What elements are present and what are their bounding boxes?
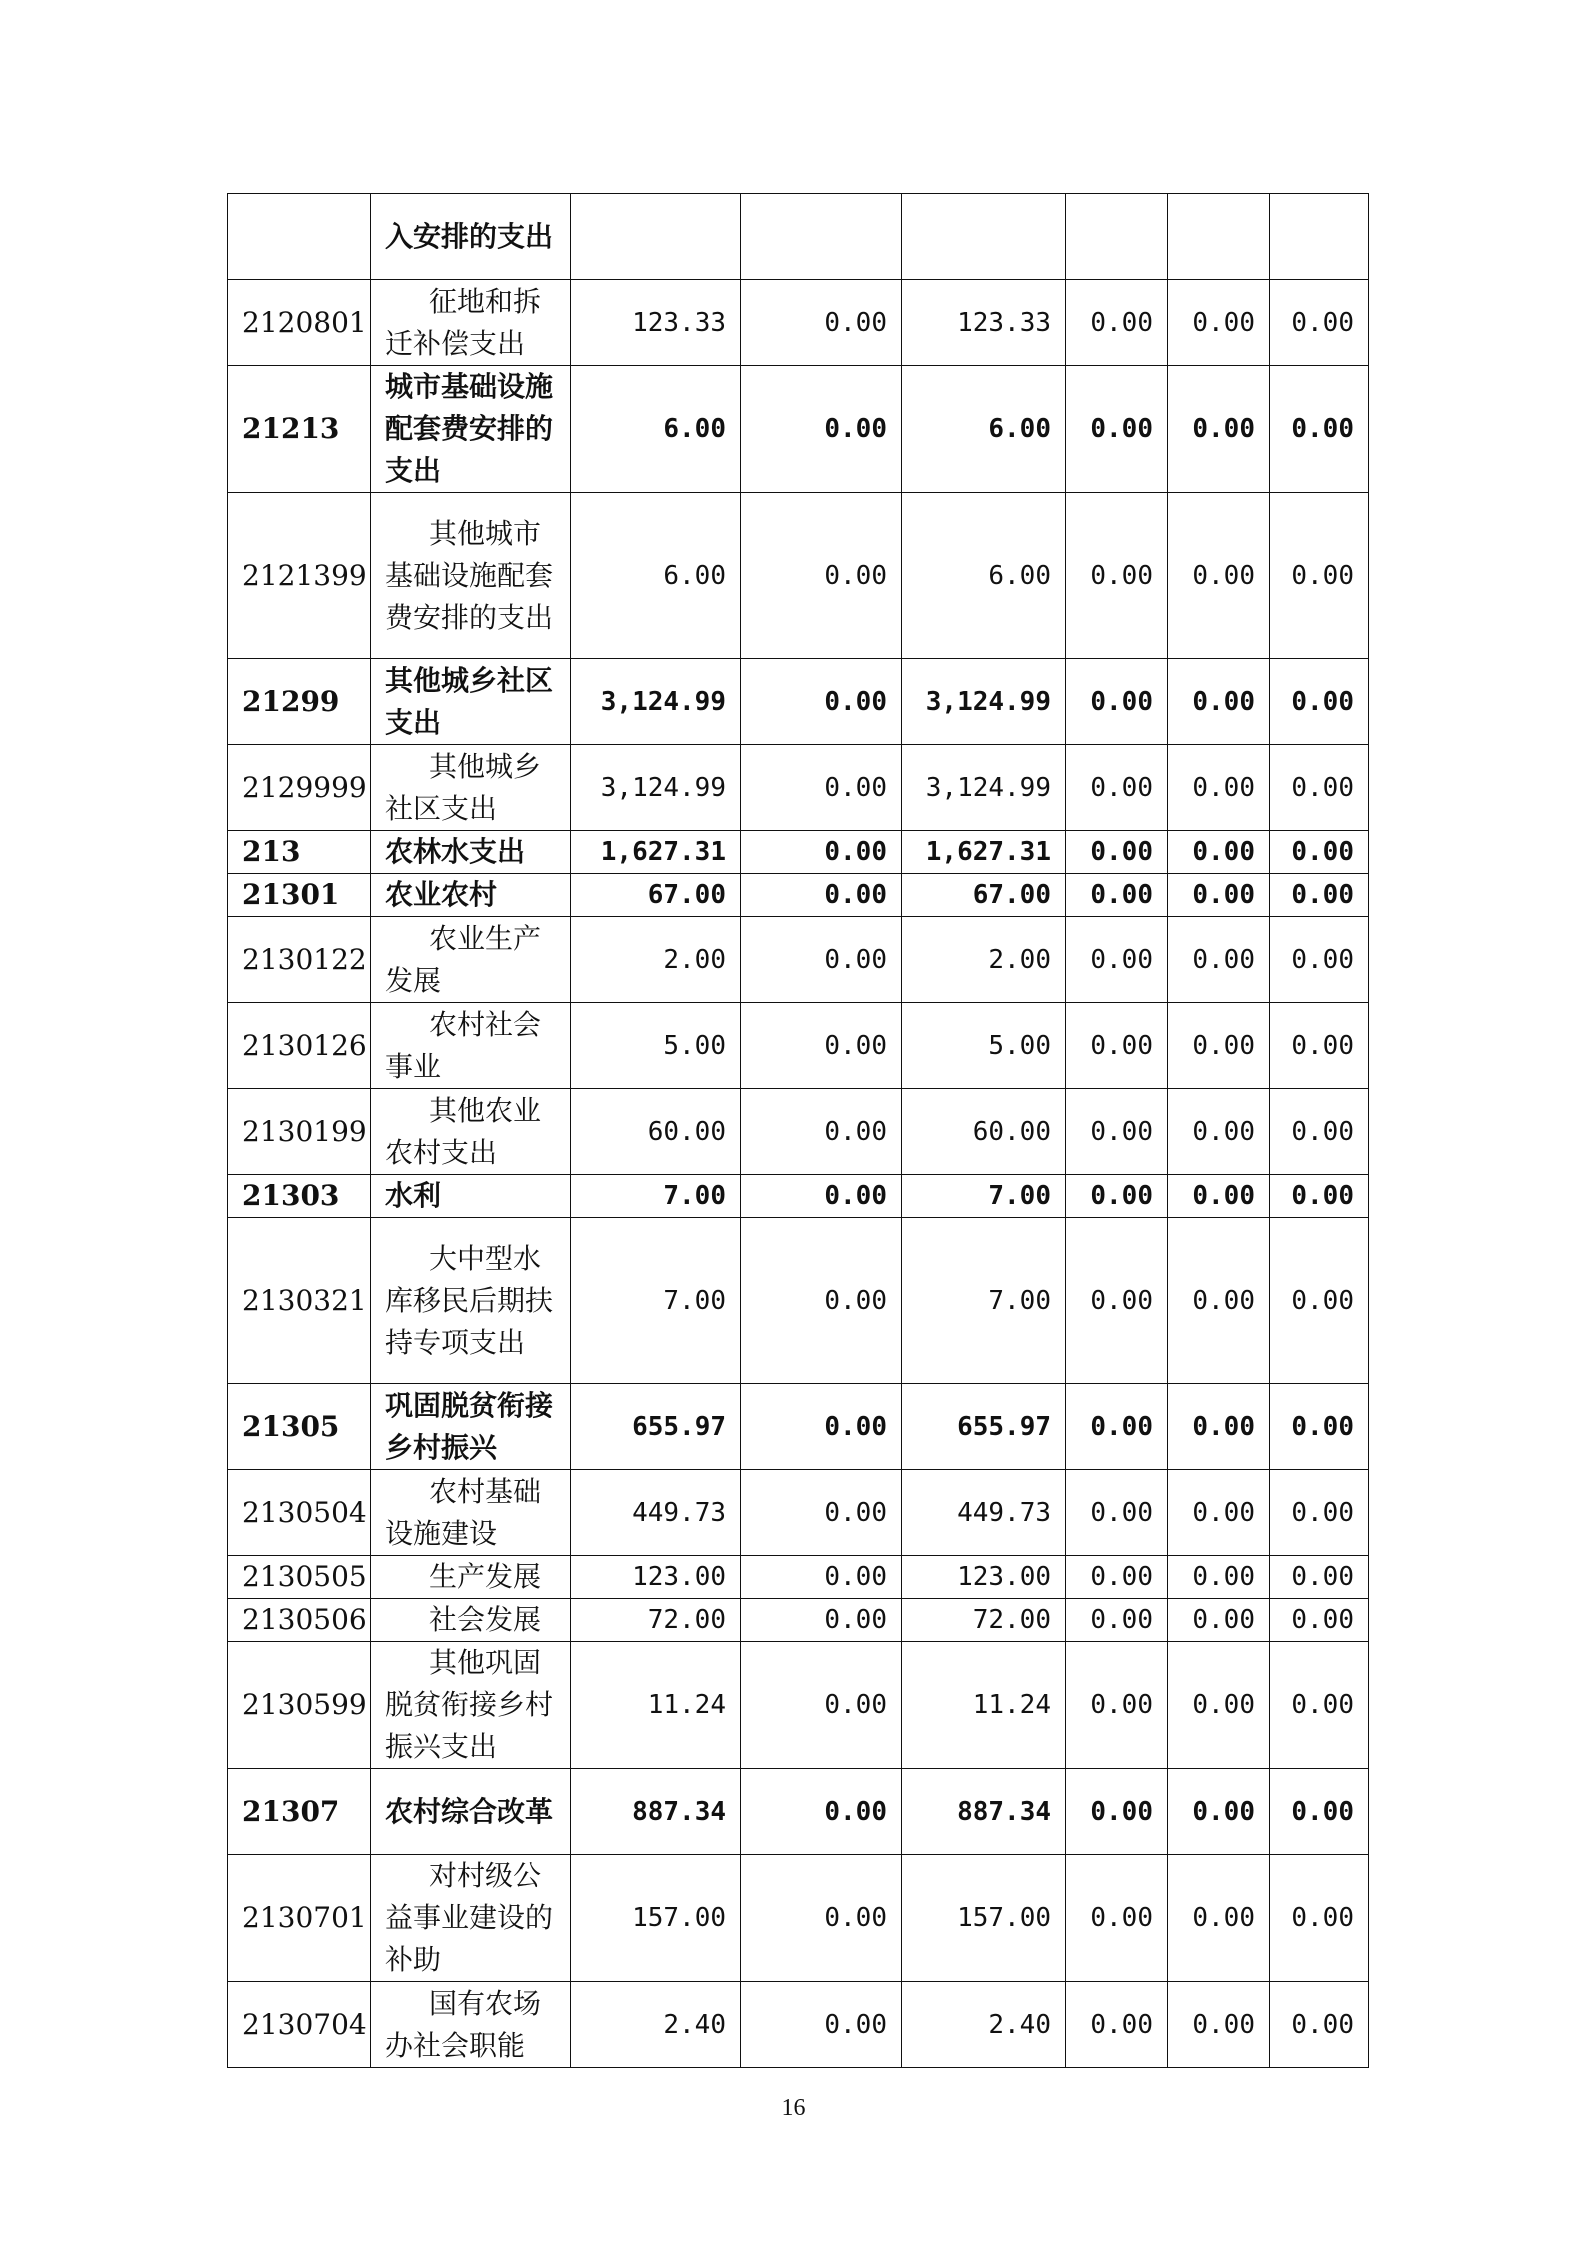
table-row <box>228 1642 1369 1769</box>
row-value-3: 11.24 <box>902 1642 1066 1769</box>
row-value-4: 0.00 <box>1066 745 1168 831</box>
row-value-6: 0.00 <box>1270 1599 1369 1642</box>
row-value-6: 0.00 <box>1270 1089 1369 1175</box>
row-code: 2130599 <box>228 1642 371 1769</box>
row-code: 2130701 <box>228 1855 371 1982</box>
row-value-2: 0.00 <box>741 366 902 493</box>
row-name: 城市基础设施配套费安排的支出 <box>371 366 571 493</box>
row-value-2 <box>741 194 902 280</box>
row-value-3: 7.00 <box>902 1175 1066 1218</box>
row-value-3: 60.00 <box>902 1089 1066 1175</box>
row-name: 入安排的支出 <box>371 194 571 280</box>
row-value-2: 0.00 <box>741 1175 902 1218</box>
table-row <box>228 831 1369 874</box>
row-value-4: 0.00 <box>1066 1855 1168 1982</box>
row-code: 21305 <box>228 1384 371 1470</box>
row-value-2: 0.00 <box>741 1556 902 1599</box>
row-value-total: 3,124.99 <box>571 659 741 745</box>
row-code: 2120801 <box>228 280 371 366</box>
table-row <box>228 874 1369 917</box>
row-code: 2130504 <box>228 1470 371 1556</box>
row-value-5: 0.00 <box>1168 1175 1270 1218</box>
row-name: 其他城乡社区支出 <box>371 659 571 745</box>
row-value-5: 0.00 <box>1168 1599 1270 1642</box>
row-name: 社会发展 <box>371 1599 571 1642</box>
row-value-5: 0.00 <box>1168 1218 1270 1384</box>
row-value-4 <box>1066 194 1168 280</box>
row-value-4: 0.00 <box>1066 280 1168 366</box>
row-value-6: 0.00 <box>1270 1769 1369 1855</box>
row-value-5: 0.00 <box>1168 745 1270 831</box>
row-value-6: 0.00 <box>1270 1470 1369 1556</box>
row-value-4: 0.00 <box>1066 1470 1168 1556</box>
row-value-4: 0.00 <box>1066 1384 1168 1470</box>
row-name: 对村级公益事业建设的补助 <box>371 1855 571 1982</box>
row-name: 征地和拆迁补偿支出 <box>371 280 571 366</box>
row-name: 其他城市基础设施配套费安排的支出 <box>371 493 571 659</box>
row-name: 农村综合改革 <box>371 1769 571 1855</box>
row-value-3: 72.00 <box>902 1599 1066 1642</box>
row-value-2: 0.00 <box>741 1089 902 1175</box>
row-name: 农业生产发展 <box>371 917 571 1003</box>
row-value-6: 0.00 <box>1270 493 1369 659</box>
row-value-6: 0.00 <box>1270 745 1369 831</box>
row-name: 其他巩固脱贫衔接乡村振兴支出 <box>371 1642 571 1769</box>
row-value-6: 0.00 <box>1270 874 1369 917</box>
row-value-total: 2.00 <box>571 917 741 1003</box>
row-value-4: 0.00 <box>1066 1556 1168 1599</box>
row-value-total: 2.40 <box>571 1982 741 2068</box>
table-row <box>228 1769 1369 1855</box>
row-name: 农林水支出 <box>371 831 571 874</box>
row-code: 2130506 <box>228 1599 371 1642</box>
row-value-2: 0.00 <box>741 1769 902 1855</box>
row-value-total: 5.00 <box>571 1003 741 1089</box>
row-value-2: 0.00 <box>741 1470 902 1556</box>
row-value-4: 0.00 <box>1066 493 1168 659</box>
row-value-2: 0.00 <box>741 917 902 1003</box>
table-row <box>228 1218 1369 1384</box>
row-code: 2130126 <box>228 1003 371 1089</box>
row-value-total: 655.97 <box>571 1384 741 1470</box>
row-code: 21303 <box>228 1175 371 1218</box>
row-value-6: 0.00 <box>1270 1384 1369 1470</box>
row-code: 2130122 <box>228 917 371 1003</box>
row-value-4: 0.00 <box>1066 366 1168 493</box>
row-value-total: 7.00 <box>571 1218 741 1384</box>
row-value-total: 887.34 <box>571 1769 741 1855</box>
row-value-3: 1,627.31 <box>902 831 1066 874</box>
row-value-4: 0.00 <box>1066 874 1168 917</box>
row-value-2: 0.00 <box>741 831 902 874</box>
row-value-2: 0.00 <box>741 1982 902 2068</box>
row-value-total: 11.24 <box>571 1642 741 1769</box>
row-code: 21301 <box>228 874 371 917</box>
row-value-5: 0.00 <box>1168 1470 1270 1556</box>
row-name: 其他城乡社区支出 <box>371 745 571 831</box>
row-value-2: 0.00 <box>741 1218 902 1384</box>
row-code: 2130505 <box>228 1556 371 1599</box>
row-code: 2130199 <box>228 1089 371 1175</box>
row-value-total: 67.00 <box>571 874 741 917</box>
row-value-total: 3,124.99 <box>571 745 741 831</box>
row-value-5: 0.00 <box>1168 493 1270 659</box>
row-value-3: 67.00 <box>902 874 1066 917</box>
row-value-6: 0.00 <box>1270 280 1369 366</box>
row-code: 21213 <box>228 366 371 493</box>
row-value-3: 157.00 <box>902 1855 1066 1982</box>
row-code: 2129999 <box>228 745 371 831</box>
row-value-total: 157.00 <box>571 1855 741 1982</box>
row-code: 21307 <box>228 1769 371 1855</box>
table-row <box>228 659 1369 745</box>
row-value-6: 0.00 <box>1270 366 1369 493</box>
row-value-3: 655.97 <box>902 1384 1066 1470</box>
table-row <box>228 1175 1369 1218</box>
table-row <box>228 493 1369 659</box>
row-name: 农业农村 <box>371 874 571 917</box>
row-value-4: 0.00 <box>1066 1089 1168 1175</box>
row-value-2: 0.00 <box>741 1642 902 1769</box>
row-value-2: 0.00 <box>741 493 902 659</box>
row-value-total: 6.00 <box>571 493 741 659</box>
row-value-5: 0.00 <box>1168 1003 1270 1089</box>
row-value-6 <box>1270 194 1369 280</box>
row-value-5: 0.00 <box>1168 1982 1270 2068</box>
row-value-3: 7.00 <box>902 1218 1066 1384</box>
row-value-total: 72.00 <box>571 1599 741 1642</box>
row-value-6: 0.00 <box>1270 917 1369 1003</box>
row-value-6: 0.00 <box>1270 831 1369 874</box>
row-value-6: 0.00 <box>1270 1218 1369 1384</box>
row-value-total: 6.00 <box>571 366 741 493</box>
row-value-5: 0.00 <box>1168 280 1270 366</box>
row-value-2: 0.00 <box>741 659 902 745</box>
row-value-6: 0.00 <box>1270 1175 1369 1218</box>
row-code: 2130704 <box>228 1982 371 2068</box>
row-name: 巩固脱贫衔接乡村振兴 <box>371 1384 571 1470</box>
row-value-5: 0.00 <box>1168 1384 1270 1470</box>
table-row <box>228 194 1369 280</box>
row-value-5: 0.00 <box>1168 1089 1270 1175</box>
row-value-2: 0.00 <box>741 280 902 366</box>
row-value-3: 123.00 <box>902 1556 1066 1599</box>
row-value-total <box>571 194 741 280</box>
row-code: 2130321 <box>228 1218 371 1384</box>
row-value-5: 0.00 <box>1168 1769 1270 1855</box>
table-row <box>228 1470 1369 1556</box>
row-value-4: 0.00 <box>1066 831 1168 874</box>
row-value-2: 0.00 <box>741 874 902 917</box>
row-value-5: 0.00 <box>1168 1855 1270 1982</box>
row-value-total: 123.00 <box>571 1556 741 1599</box>
row-value-6: 0.00 <box>1270 1982 1369 2068</box>
row-code <box>228 194 371 280</box>
row-value-2: 0.00 <box>741 1599 902 1642</box>
row-value-3: 3,124.99 <box>902 745 1066 831</box>
row-value-6: 0.00 <box>1270 1003 1369 1089</box>
row-value-2: 0.00 <box>741 1855 902 1982</box>
table-row <box>228 745 1369 831</box>
table-row <box>228 1982 1369 2068</box>
row-value-4: 0.00 <box>1066 659 1168 745</box>
row-value-3: 6.00 <box>902 366 1066 493</box>
row-value-2: 0.00 <box>741 1003 902 1089</box>
row-value-4: 0.00 <box>1066 1218 1168 1384</box>
row-name: 水利 <box>371 1175 571 1218</box>
table-row <box>228 917 1369 1003</box>
table-row <box>228 1003 1369 1089</box>
row-name: 国有农场办社会职能 <box>371 1982 571 2068</box>
row-value-4: 0.00 <box>1066 1982 1168 2068</box>
row-value-4: 0.00 <box>1066 917 1168 1003</box>
table-row <box>228 280 1369 366</box>
row-value-total: 449.73 <box>571 1470 741 1556</box>
row-value-5 <box>1168 194 1270 280</box>
row-value-4: 0.00 <box>1066 1175 1168 1218</box>
row-value-4: 0.00 <box>1066 1769 1168 1855</box>
row-value-total: 123.33 <box>571 280 741 366</box>
row-value-3: 5.00 <box>902 1003 1066 1089</box>
row-value-3: 3,124.99 <box>902 659 1066 745</box>
row-value-6: 0.00 <box>1270 659 1369 745</box>
table-row <box>228 1855 1369 1982</box>
row-value-5: 0.00 <box>1168 366 1270 493</box>
row-value-5: 0.00 <box>1168 659 1270 745</box>
row-name: 大中型水库移民后期扶持专项支出 <box>371 1218 571 1384</box>
row-name: 农村基础设施建设 <box>371 1470 571 1556</box>
row-value-3: 123.33 <box>902 280 1066 366</box>
row-value-4: 0.00 <box>1066 1642 1168 1769</box>
row-value-3: 6.00 <box>902 493 1066 659</box>
row-value-5: 0.00 <box>1168 917 1270 1003</box>
row-value-3: 887.34 <box>902 1769 1066 1855</box>
row-value-6: 0.00 <box>1270 1556 1369 1599</box>
budget-table <box>227 193 1369 2068</box>
table-row <box>228 1599 1369 1642</box>
budget-table-body <box>228 194 1369 2068</box>
row-name: 生产发展 <box>371 1556 571 1599</box>
row-value-5: 0.00 <box>1168 1642 1270 1769</box>
row-value-3: 449.73 <box>902 1470 1066 1556</box>
row-value-5: 0.00 <box>1168 874 1270 917</box>
row-value-2: 0.00 <box>741 745 902 831</box>
row-value-6: 0.00 <box>1270 1642 1369 1769</box>
row-value-total: 1,627.31 <box>571 831 741 874</box>
row-value-4: 0.00 <box>1066 1003 1168 1089</box>
table-row <box>228 366 1369 493</box>
row-value-4: 0.00 <box>1066 1599 1168 1642</box>
row-value-6: 0.00 <box>1270 1855 1369 1982</box>
row-name: 其他农业农村支出 <box>371 1089 571 1175</box>
row-value-3: 2.40 <box>902 1982 1066 2068</box>
row-code: 213 <box>228 831 371 874</box>
table-row <box>228 1556 1369 1599</box>
page-number: 16 <box>781 2095 806 2121</box>
row-code: 21299 <box>228 659 371 745</box>
table-row <box>228 1384 1369 1470</box>
row-value-2: 0.00 <box>741 1384 902 1470</box>
row-name: 农村社会事业 <box>371 1003 571 1089</box>
row-value-total: 7.00 <box>571 1175 741 1218</box>
row-value-3: 2.00 <box>902 917 1066 1003</box>
row-value-5: 0.00 <box>1168 831 1270 874</box>
row-value-5: 0.00 <box>1168 1556 1270 1599</box>
table-row <box>228 1089 1369 1175</box>
row-code: 2121399 <box>228 493 371 659</box>
row-value-3 <box>902 194 1066 280</box>
row-value-total: 60.00 <box>571 1089 741 1175</box>
